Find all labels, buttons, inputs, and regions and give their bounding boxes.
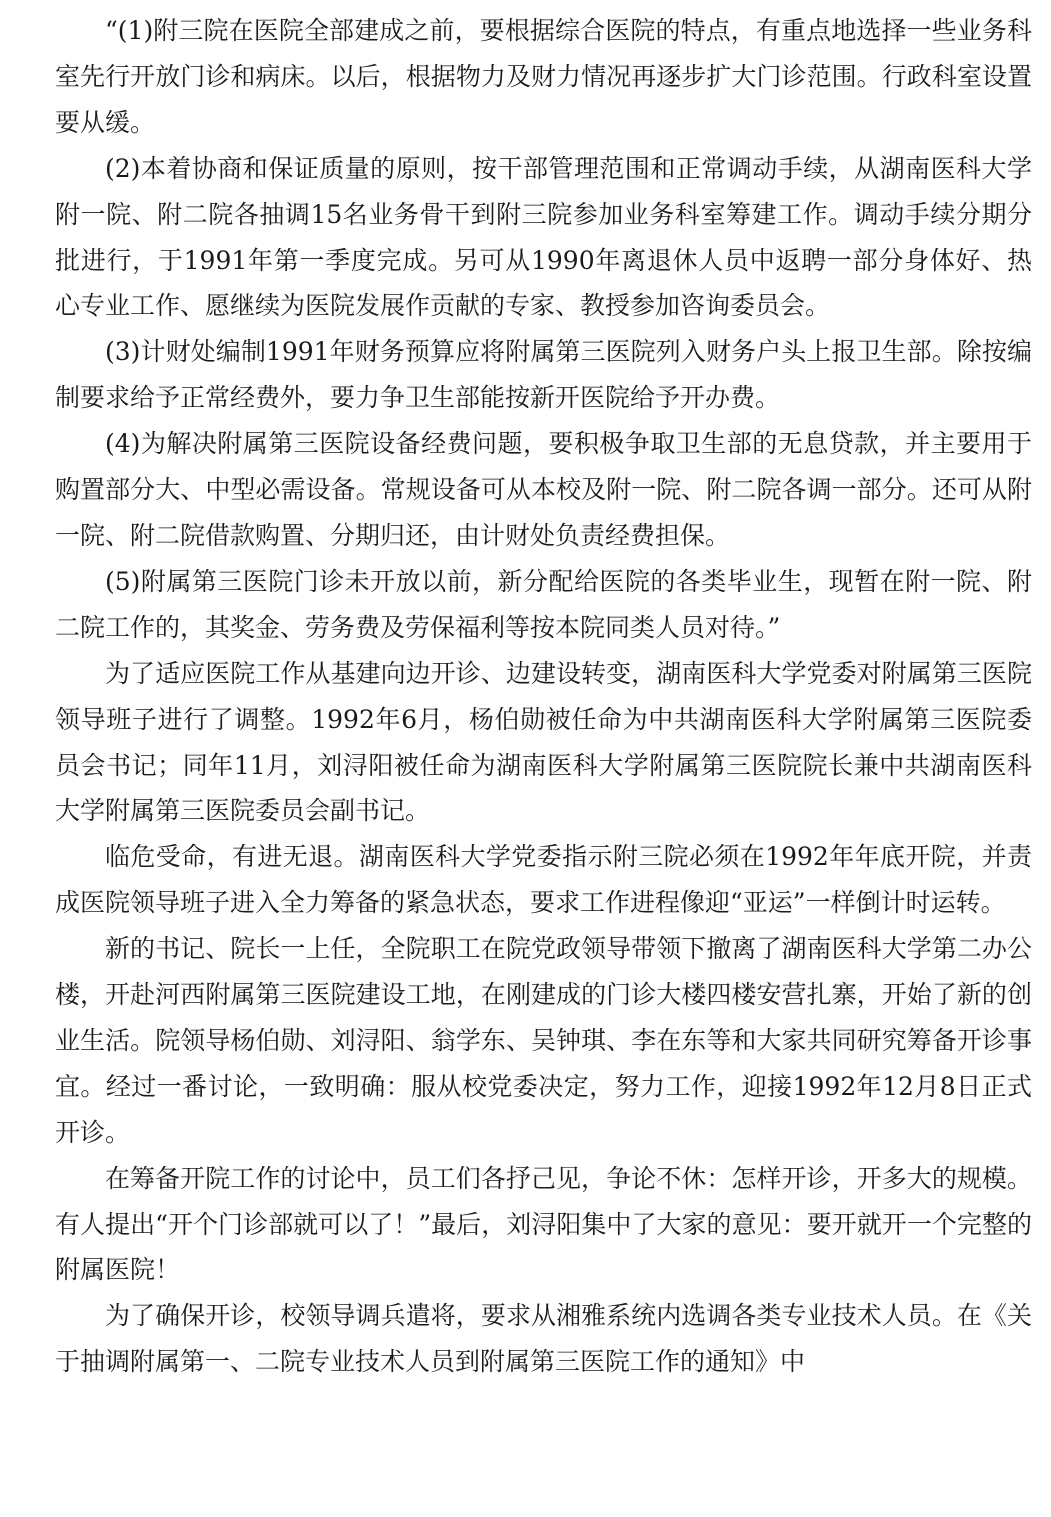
paragraph-staff-transfer: 为了确保开诊，校领导调兵遣将，要求从湘雅系统内选调各类专业技术人员。在《关于抽调附属第一、二院专业技术人员到附属第三医院工作的通知》中 [55,1301,1032,1377]
paragraph-item-1: “(1)附三院在医院全部建成之前，要根据综合医院的特点，有重点地选择一些业务科室先行开放门诊和病床。以后，根据物力及财力情况再逐步扩大门诊范围。行政科室设置要从缓。 [55,16,1032,137]
paragraph-new-leadership: 新的书记、院长一上任，全院职工在院党政领导带领下撤离了湖南医科大学第二办公楼，开赴河西附属第三医院建设工地，在刚建成的门诊大楼四楼安营扎寨，开始了新的创业生活。院领导杨伯勋、刘浔阳、翁学东、吴钟琪、李在东等和大家共同研究筹备开诊事宜。经过一番讨论，一致明确：服从校党委决定，努力工作，迎接1992年12月8日正式开诊。 [55,934,1032,1147]
document-page [55,8,1032,1385]
paragraph-item-5: (5)附属第三医院门诊未开放以前，新分配给医院的各类毕业生，现暂在附一院、附二院工作的，其奖金、劳务费及劳保福利等按本院同类人员对待。” [55,566,1032,642]
paragraph-discussion: 在筹备开院工作的讨论中，员工们各抒己见，争论不休：怎样开诊，开多大的规模。有人提出“开个门诊部就可以了！”最后，刘浔阳集中了大家的意见：要开就开一个完整的附属医院！ [55,1163,1032,1285]
paragraph-item-4: (4)为解决附属第三医院设备经费问题，要积极争取卫生部的无息贷款，并主要用于购置部分大、中型必需设备。常规设备可从本校及附一院、附二院各调一部分。还可从附一院、附二院借款购置、分期归还，由计财处负责经费担保。 [55,429,1032,550]
paragraph-leadership-adjustment: 为了适应医院工作从基建向边开诊、边建设转变，湖南医科大学党委对附属第三医院领导班子进行了调整。1992年6月，杨伯勋被任命为中共湖南医科大学附属第三医院委员会书记；同年11月，刘浔阳被任命为湖南医科大学附属第三医院院长兼中共湖南医科大学附属第三医院委员会副书记。 [55,658,1032,826]
paragraph-item-2: (2)本着协商和保证质量的原则，按干部管理范围和正常调动手续，从湖南医科大学附一院、附二院各抽调15名业务骨干到附三院参加业务科室筹建工作。调动手续分期分批进行，于1991年第一季度完成。另可从1990年离退休人员中返聘一部分身体好、热心专业工作、愿继续为医院发展作贡献的专家、教授参加咨询委员会。 [55,153,1032,321]
paragraph-urgent-task: 临危受命，有进无退。湖南医科大学党委指示附三院必须在1992年年底开院，并责成医院领导班子进入全力筹备的紧急状态，要求工作进程像迎“亚运”一样倒计时运转。 [55,842,1032,918]
paragraph-item-3: (3)计财处编制1991年财务预算应将附属第三医院列入财务户头上报卫生部。除按编制要求给予正常经费外，要力争卫生部能按新开医院给予开办费。 [55,337,1032,413]
